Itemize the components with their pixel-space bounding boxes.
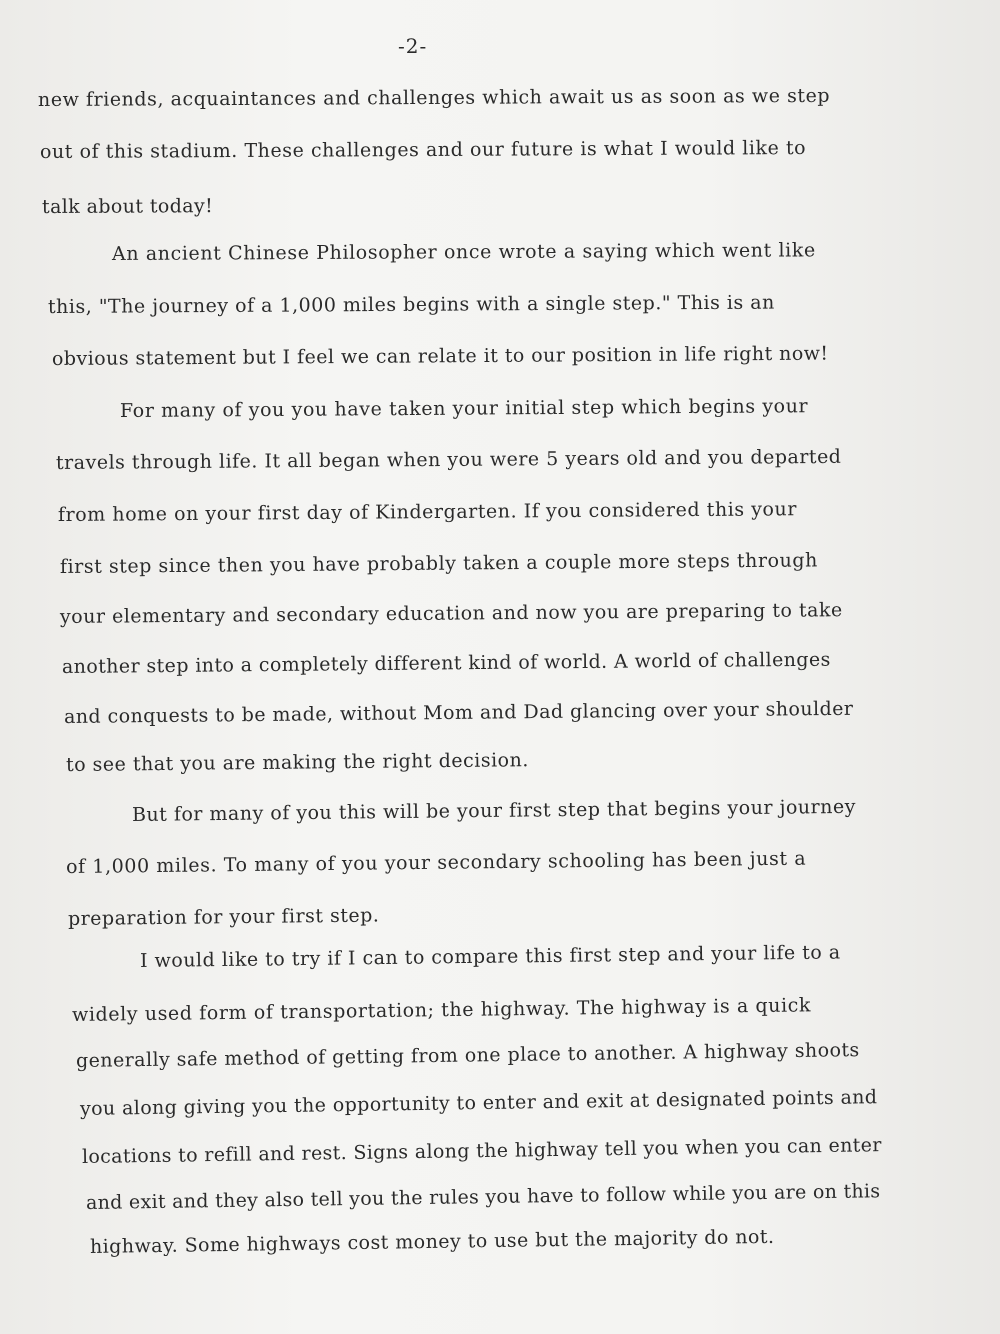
text-line: But for many of you this will be your first step that begins your journey <box>131 795 857 826</box>
text-line: of 1,000 miles. To many of you your secondary schooling has been just a <box>65 847 807 878</box>
text-line: your elementary and secondary education and now you are preparing to take <box>59 599 843 628</box>
text-line: generally safe method of getting from one place to another. A highway shoots <box>75 1039 860 1072</box>
text-line: this, "The journey of a 1,000 miles begins with a single step." This is an <box>47 291 775 318</box>
text-line: An ancient Chinese Philosopher once wrote a saying which went like <box>111 239 816 265</box>
text-line: talk about today! <box>41 195 214 218</box>
text-line: travels through life. It all began when you were 5 years old and you departed <box>55 445 842 474</box>
text-line: to see that you are making the right decision. <box>65 749 529 776</box>
text-line: from home on your first day of Kindergarten. If you considered this your <box>57 498 798 526</box>
text-line: I would like to try if I can to compare this first step and your life to a <box>139 941 841 972</box>
text-line: new friends, acquaintances and challenges which await us as soon as we step <box>37 84 831 111</box>
text-line: For many of you you have taken your initial step which begins your <box>119 395 809 422</box>
text-line: locations to refill and rest. Signs along the highway tell you when you can enter <box>81 1134 882 1168</box>
text-line: first step since then you have probably taken a couple more steps through <box>59 549 818 578</box>
text-line: you along giving you the opportunity to enter and exit at designated points and <box>79 1086 878 1120</box>
text-line: another step into a completely different kind of world. A world of challenges <box>61 648 831 678</box>
text-line: and conquests to be made, without Mom and Dad glancing over your shoulder <box>63 697 854 728</box>
text-line: highway. Some highways cost money to use but the majority do not. <box>89 1225 775 1258</box>
text-line: obvious statement but I feel we can relate it to our position in life right now! <box>51 342 829 370</box>
text-line: out of this stadium. These challenges and our future is what I would like to <box>39 136 807 163</box>
text-line: and exit and they also tell you the rules you have to follow while you are on this <box>85 1180 881 1214</box>
text-line: widely used form of transportation; the highway. The highway is a quick <box>71 994 812 1026</box>
page-number: -2- <box>398 34 428 58</box>
text-line: preparation for your first step. <box>67 904 380 930</box>
